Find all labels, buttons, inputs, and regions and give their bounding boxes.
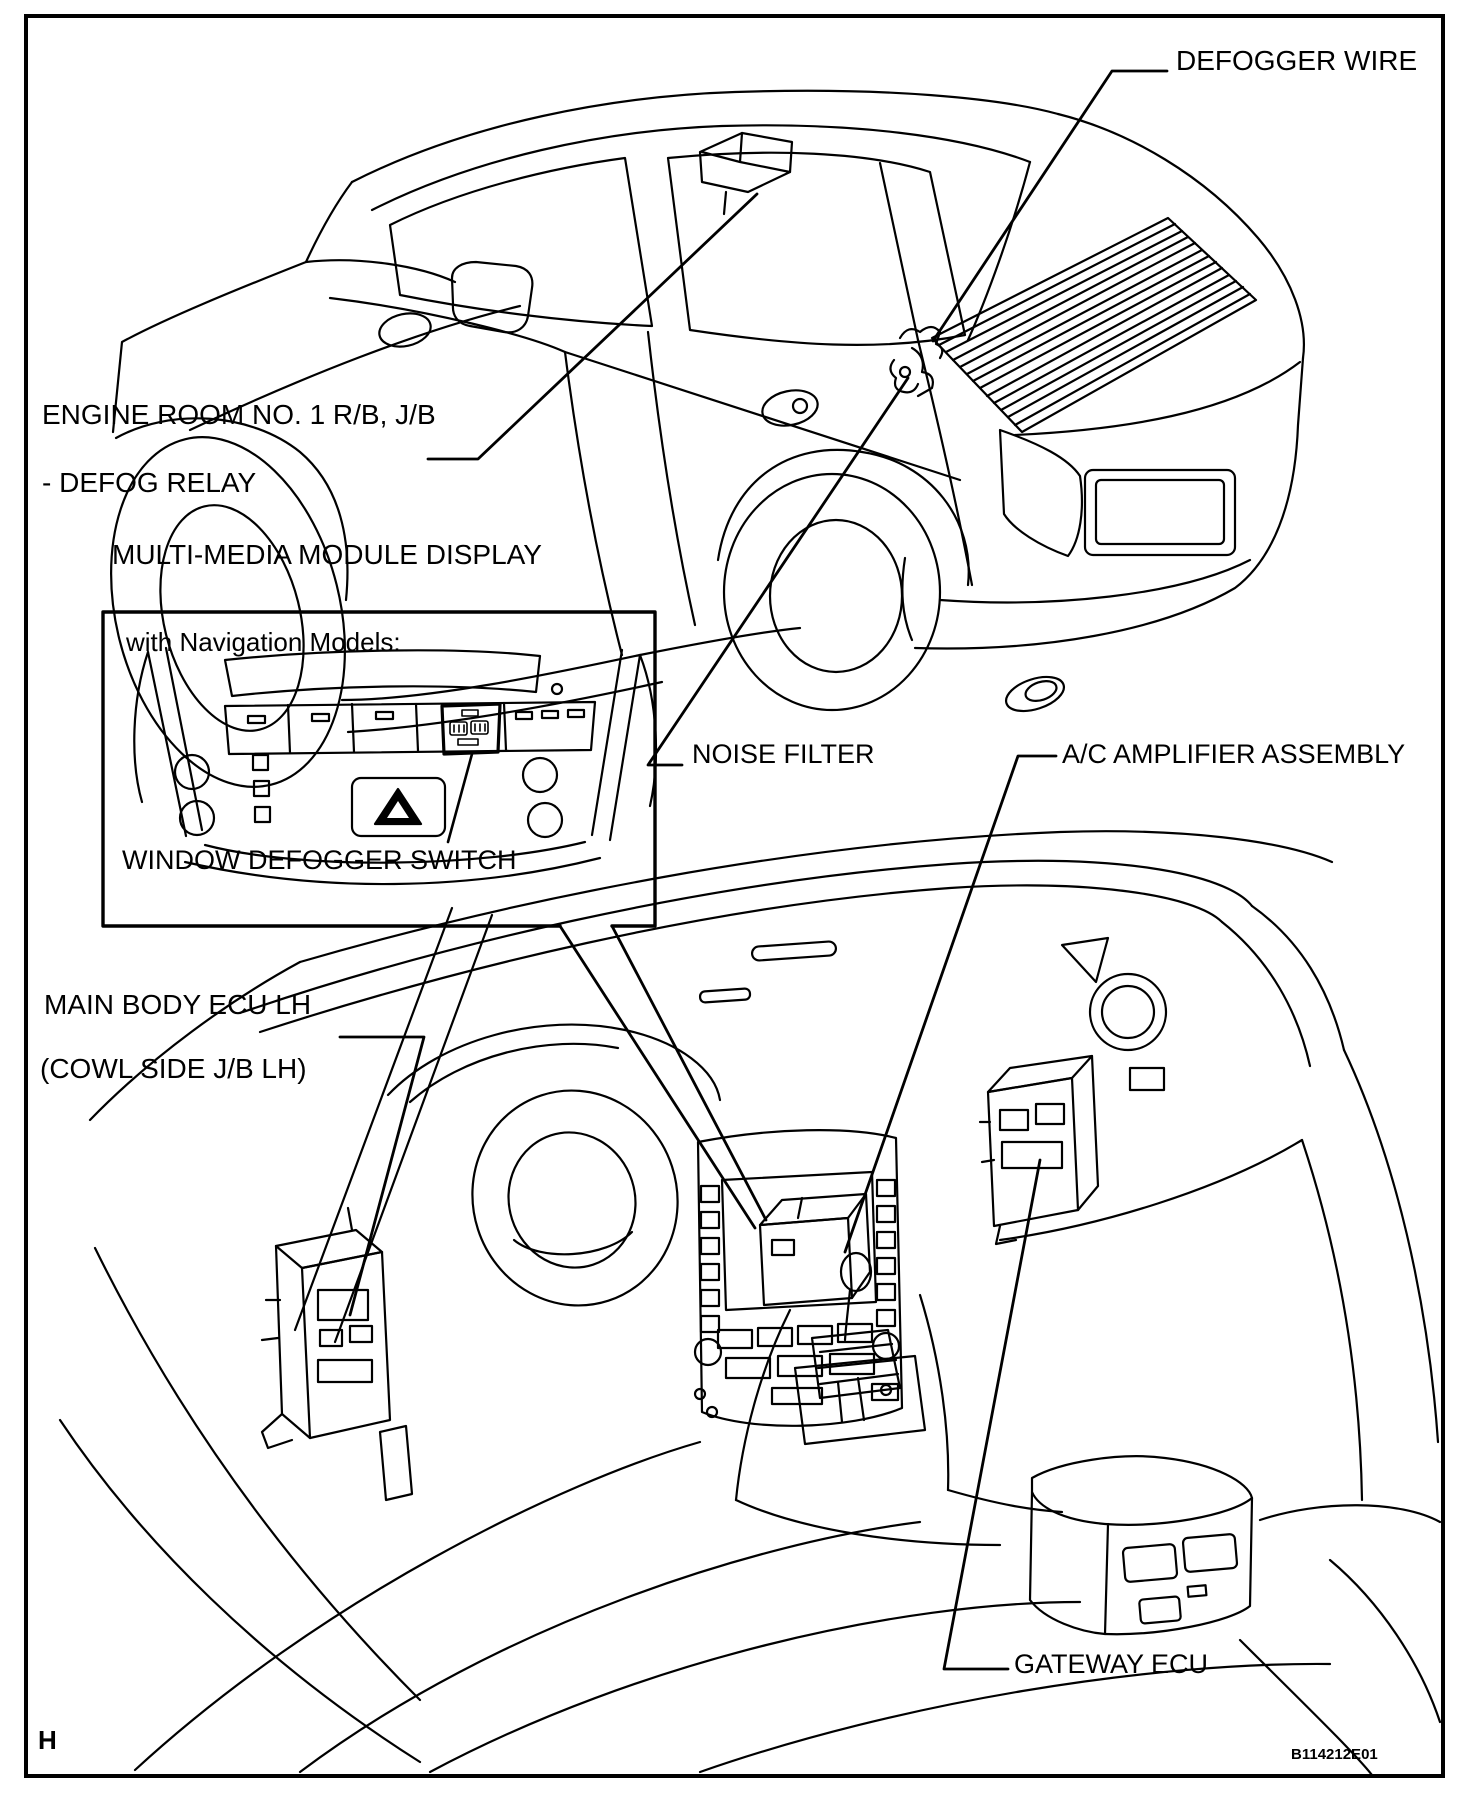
label-engine-room-line1: ENGINE ROOM NO. 1 R/B, J/B (42, 399, 436, 430)
relay-box (700, 133, 792, 214)
label-main-body-ecu-line2: (COWL SIDE J/B LH) (40, 1053, 307, 1084)
inset-pointer-right (612, 926, 766, 1220)
defogger-grid (932, 218, 1256, 432)
inset-pointer-left (560, 926, 755, 1228)
label-defogger-wire: DEFOGGER WIRE (1176, 45, 1418, 76)
dashboard-illustration (60, 831, 1440, 1775)
label-multimedia-display: MULTI-MEDIA MODULE DISPLAY (112, 539, 542, 570)
gateway-ecu-box (980, 1056, 1098, 1244)
rear-defogger-icon (450, 710, 488, 745)
label-main-body-ecu-line1: MAIN BODY ECU LH (44, 989, 312, 1020)
leader-noise-filter (648, 378, 908, 765)
inset-title: with Navigation Models: (126, 627, 401, 657)
doc-code: B114212E01 (1291, 1746, 1378, 1763)
label-engine-room-line2: - DEFOG RELAY (42, 467, 257, 498)
leader-ac-amplifier (845, 756, 1056, 1252)
label-ac-amplifier: A/C AMPLIFIER ASSEMBLY (1062, 739, 1406, 769)
hazard-warning-icon (352, 778, 445, 836)
page-letter: H (38, 1725, 57, 1755)
inset-callout-box (103, 612, 655, 926)
label-noise-filter: NOISE FILTER (692, 739, 875, 769)
label-window-defogger-switch: WINDOW DEFOGGER SWITCH (122, 845, 517, 875)
label-gateway-ecu: GATEWAY ECU (1014, 1649, 1209, 1679)
ac-amplifier-box (760, 1194, 870, 1305)
leader-gateway-ecu (944, 1160, 1040, 1669)
rear-console-box (1030, 1456, 1252, 1634)
